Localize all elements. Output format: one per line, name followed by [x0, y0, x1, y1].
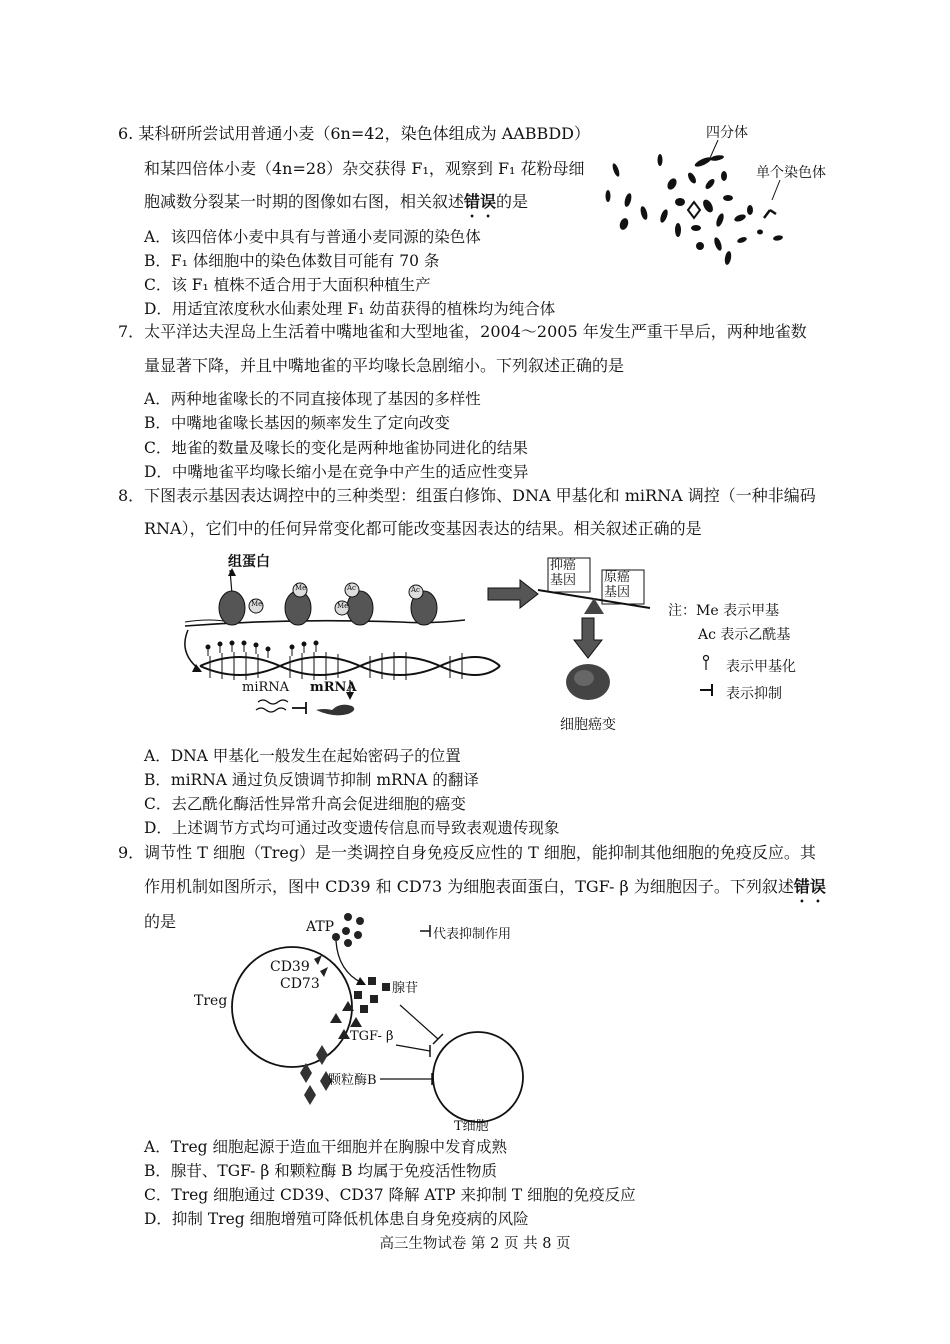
mirna-label: miRNA [242, 680, 290, 695]
q6-stem-line3: 胞减数分裂某一时期的图像如右图，相关叙述错误的是 [144, 192, 529, 211]
me-mark: Me [251, 600, 263, 608]
q8-stem-line2: RNA），它们中的任何异常变化都可能改变基因表达的结果。相关叙述正确的是 [144, 519, 702, 538]
ac-mark: Ac [411, 586, 420, 594]
q7-option-c: C．地雀的数量及喙长的变化是两种地雀协同进化的结果 [144, 439, 528, 457]
canceration-label: 细胞癌变 [560, 717, 616, 733]
q9-option-c: C．Treg 细胞通过 CD39、CD37 降解 ATP 来抑制 T 细胞的免疫反应 [144, 1186, 636, 1204]
q8-option-c: C．去乙酰化酶活性异常升高会促进细胞的癌变 [144, 795, 466, 813]
mrna-label: mRNA [310, 680, 357, 695]
cd73-label: CD73 [280, 976, 320, 992]
q9-treg-mechanism-figure [190, 905, 540, 1135]
cd39-label: CD39 [270, 959, 310, 975]
histone-label: 组蛋白 [228, 554, 270, 570]
tetrad-label: 四分体 [706, 125, 748, 141]
note-acetyl-group: Ac 表示乙酰基 [698, 627, 791, 643]
tgf-beta-label: TGF- β [350, 1029, 394, 1044]
q6-stem-line1: 6. 某科研所尝试用普通小麦（6n=42，染色体组成为 AABBDD） [118, 124, 590, 143]
t-cell-label: T细胞 [454, 1119, 489, 1134]
note-methyl-group: 注：Me 表示甲基 [668, 603, 780, 619]
me-mark: Me [295, 584, 307, 592]
q8-option-a: A．DNA 甲基化一般发生在起始密码子的位置 [144, 747, 461, 765]
note-methylation: 表示甲基化 [726, 659, 796, 675]
atp-label: ATP [306, 919, 335, 935]
q6-option-d: D．用适宜浓度秋水仙素处理 F₁ 幼苗获得的植株均为纯合体 [144, 300, 556, 318]
q9-stem-line3: 的是 [144, 912, 177, 931]
treg-label: Treg [194, 993, 228, 1009]
q9-option-b: B．腺苷、TGF- β 和颗粒酶 B 均属于免疫活性物质 [144, 1162, 497, 1180]
page-footer: 高三生物试卷 第 2 页 共 8 页 [379, 1236, 571, 1252]
me-mark: Me [337, 602, 349, 610]
q8-option-b: B．miRNA 通过负反馈调节抑制 mRNA 的翻译 [144, 771, 479, 789]
note-inhibition: 表示抑制 [726, 686, 782, 702]
q8-option-d: D．上述调节方式均可通过改变遗传信息而导致表观遗传现象 [144, 819, 560, 837]
q8-stem-line1: 8．下图表示基因表达调控中的三种类型：组蛋白修饰、DNA 甲基化和 miRNA 调控（一种非编码 [118, 486, 816, 505]
q7-stem-line1: 7．太平洋达夫涅岛上生活着中嘴地雀和大型地雀，2004～2005 年发生严重干旱后，两种地雀数 [118, 322, 807, 341]
single-chromosome-label: 单个染色体 [756, 165, 826, 181]
q6-option-b: B．F₁ 体细胞中的染色体数目可能有 70 条 [144, 252, 440, 270]
granzyme-b-label: 颗粒酶B [328, 1073, 377, 1088]
q6-option-a: A．该四倍体小麦中具有与普通小麦同源的染色体 [144, 228, 481, 246]
q8-gene-regulation-figure [170, 548, 820, 738]
proto-oncogene-label: 原癌 基因 [604, 570, 631, 600]
q9-stem-line1: 9．调节性 T 细胞（Treg）是一类调控自身免疫反应性的 T 细胞，能抑制其他细胞的免疫反应。其 [118, 843, 816, 862]
q7-option-b: B．中嘴地雀喙长基因的频率发生了定向改变 [144, 414, 450, 432]
adenosine-label: 腺苷 [392, 981, 419, 996]
q6-stem-line2: 和某四倍体小麦（4n=28）杂交获得 F₁，观察到 F₁ 花粉母细 [144, 159, 585, 178]
q6-option-c: C．该 F₁ 植株不适合用于大面积种植生产 [144, 276, 431, 294]
q7-stem-line2: 量显著下降，并且中嘴地雀的平均喙长急剧缩小。下列叙述正确的是 [144, 356, 625, 375]
tumor-suppressor-gene-label: 抑癌 基因 [550, 558, 577, 588]
q9-option-a: A．Treg 细胞起源于造血干细胞并在胸腺中发育成熟 [144, 1138, 507, 1156]
q7-option-a: A．两种地雀喙长的不同直接体现了基因的多样性 [144, 390, 481, 408]
q7-option-d: D．中嘴地雀平均喙长缩小是在竞争中产生的适应性变异 [144, 463, 529, 481]
q9-stem-line2: 作用机制如图所示，图中 CD39 和 CD73 为细胞表面蛋白，TGF- β 为细胞因子。下列叙述错误 [144, 877, 826, 896]
q9-option-d: D．抑制 Treg 细胞增殖可降低机体患自身免疫病的风险 [144, 1210, 529, 1228]
q6-chromosome-figure [600, 118, 850, 278]
ac-mark: Ac [347, 584, 356, 592]
inhibition-legend-label: 代表抑制作用 [433, 927, 512, 942]
